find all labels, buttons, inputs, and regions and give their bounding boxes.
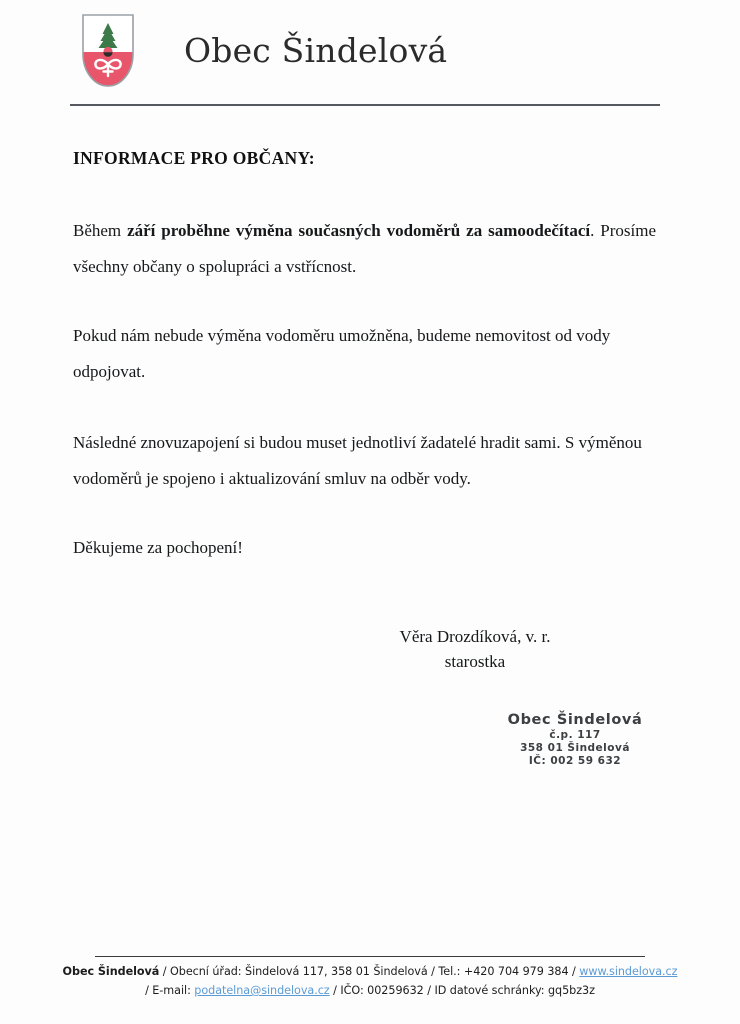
paragraph-4: Děkujeme za pochopení! [73,538,243,557]
paragraph-1-tail: . Prosíme všechny občany o spolupráci a vstřícnost. [73,221,656,276]
document-footer [60,962,680,1000]
official-stamp [470,712,680,768]
footer-organization: Obec Šindelová [62,965,160,978]
email-link[interactable]: podatelna@sindelova.cz [194,984,330,997]
document-header [70,6,660,94]
coat-of-arms-icon [80,12,136,88]
stamp-organization: Obec Šindelová [507,712,643,728]
paragraph-1-bold: září proběhne výměna současných vodoměrů za samoodečítací [127,221,591,240]
footer-divider [95,956,645,957]
stamp-postal-address: 358 01 Šindelová [520,742,630,754]
signature-name: Věra Drozdíková, v. r. [399,627,551,646]
header-divider [70,104,660,106]
footer-email-label: / E-mail: [145,984,195,997]
paragraph-3: Následné znovuzapojení si budou muset jednotliví žadatelé hradit sami. S výměnou vodoměrů je spojeno i aktualizování smluv na odběr vody. [73,433,642,488]
page-title: INFORMACE PRO OBČANY: [73,148,315,168]
website-link[interactable]: www.sindelova.cz [579,965,678,978]
paragraph-2: Pokud nám nebude výměna vodoměru umožněna, budeme nemovitost od vody odpojovat. [73,326,611,381]
signature-role: starostka [444,652,506,671]
paragraph-1-lead: Během [73,221,128,240]
paragraph-1 [73,213,656,285]
footer-address: / Obecní úřad: Šindelová 117, 358 01 Šindelová / Tel.: +420 704 979 384 / [159,965,580,978]
organization-title: Obec Šindelová [184,30,448,70]
stamp-ico: IČ: 002 59 632 [528,755,622,767]
signature-block [330,624,620,674]
footer-ids: / IČO: 00259632 / ID datové schránky: gq5bz3z [329,984,595,997]
document-body [73,148,656,566]
stamp-house-number: č.p. 117 [549,729,601,741]
